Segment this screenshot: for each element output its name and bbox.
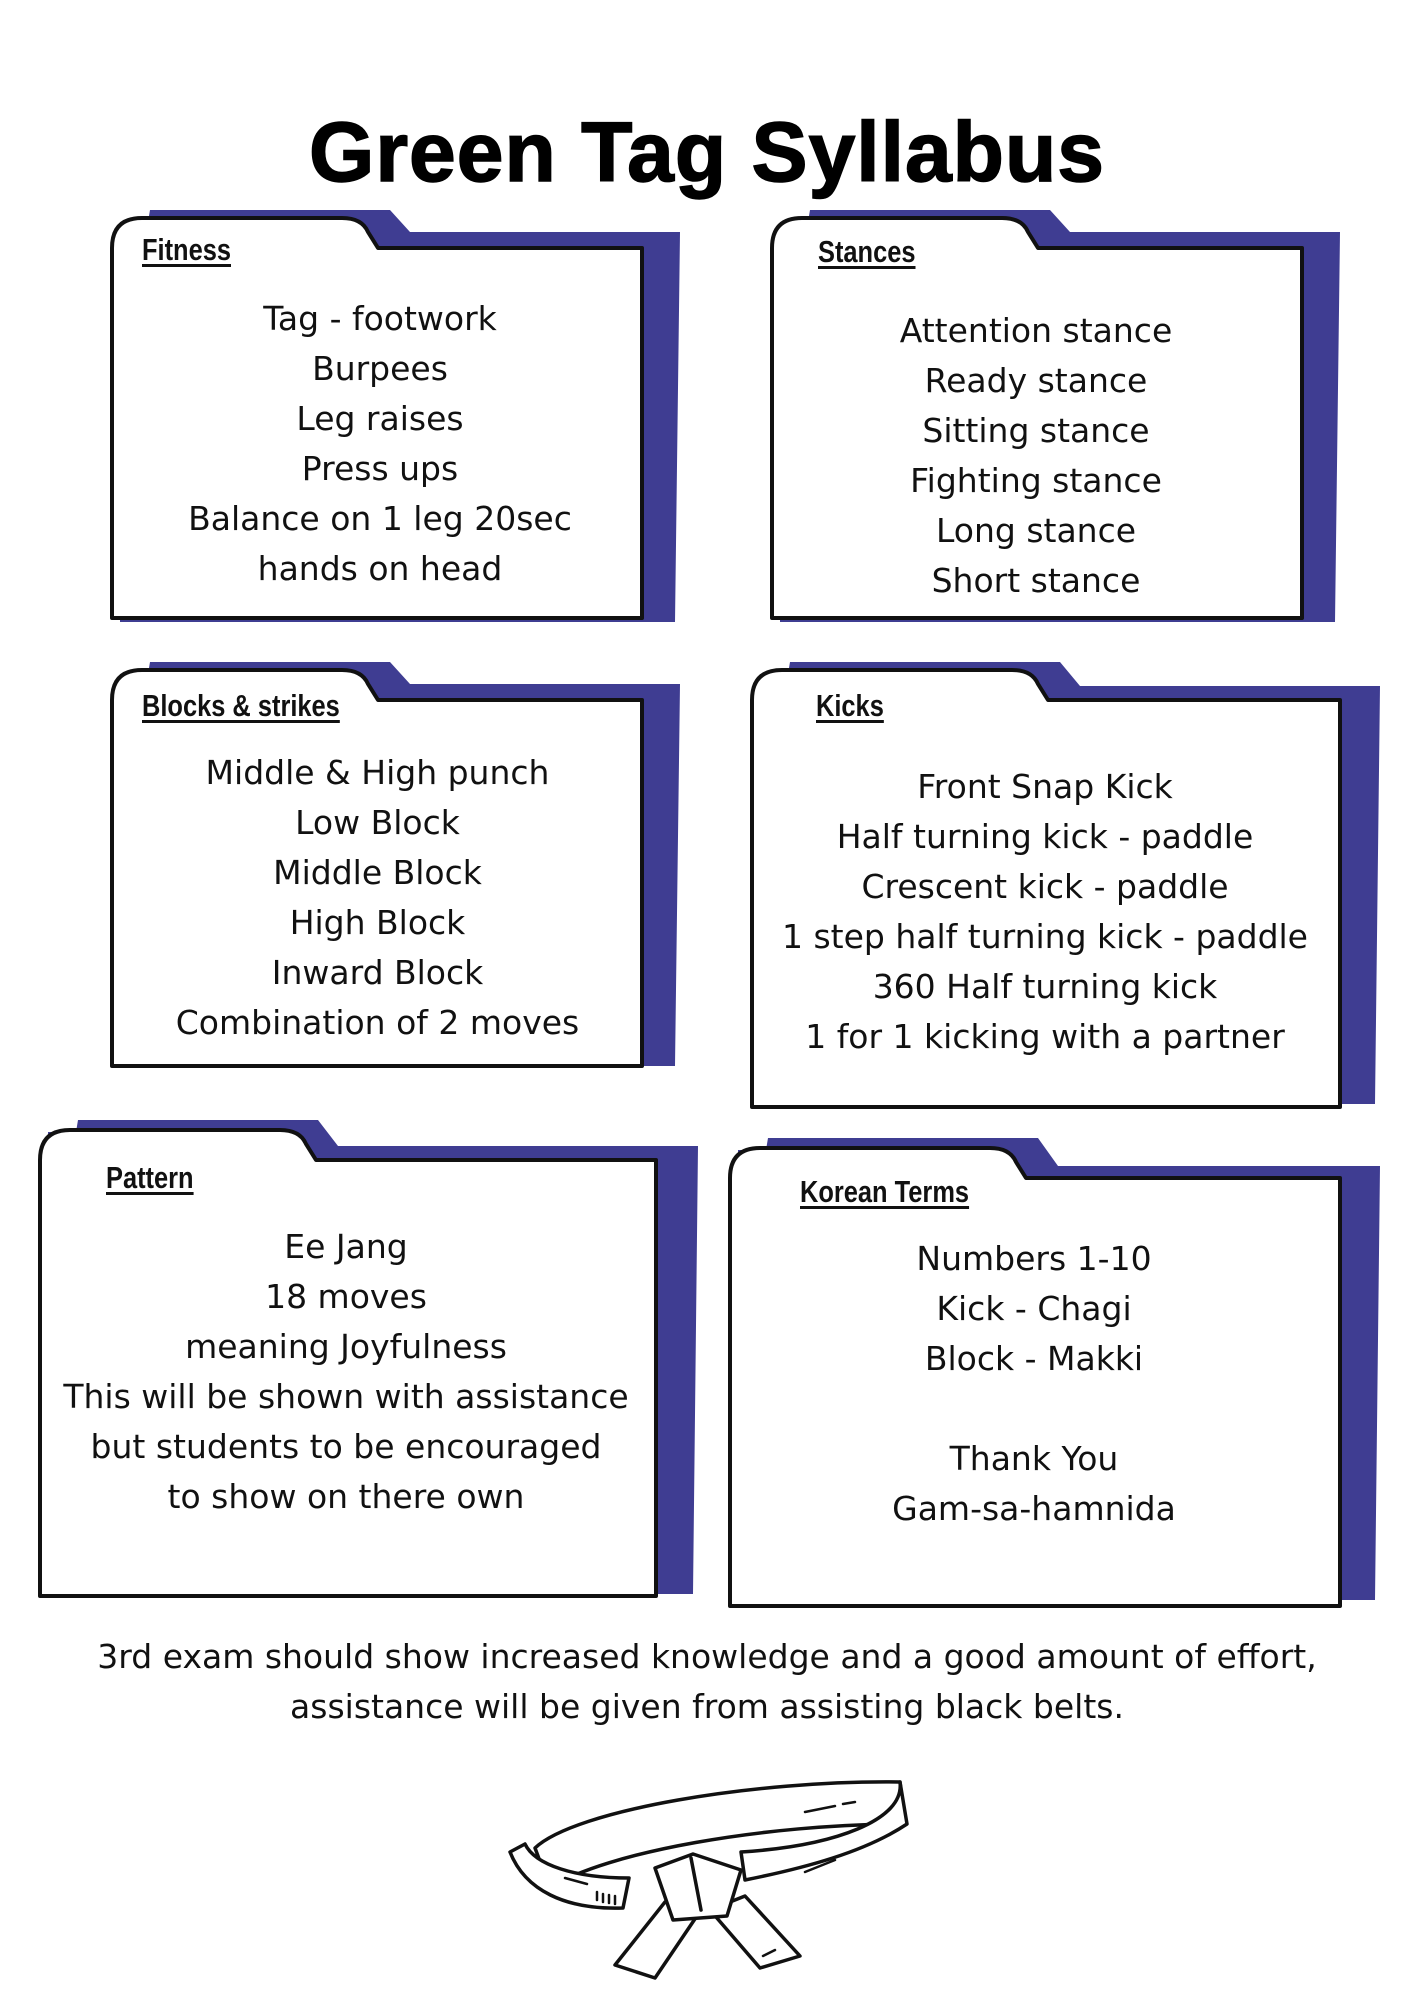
list-item: 360 Half turning kick — [872, 967, 1218, 1006]
footer-note: 3rd exam should show increased knowledge and a good amount of effort, assistance will be given from assisting black belts. — [97, 1637, 1317, 1726]
list-item: Fighting stance — [910, 461, 1162, 500]
section-items — [755, 762, 1335, 1062]
section-label: Kicks — [816, 688, 884, 723]
section-items — [786, 306, 1286, 606]
section-label: Blocks & strikes — [142, 688, 340, 723]
list-item: Middle & High punch — [205, 753, 550, 792]
section-card-fitness — [110, 200, 680, 630]
section-label: Korean Terms — [800, 1174, 970, 1209]
list-item: Numbers 1-10 — [916, 1239, 1152, 1278]
belt-icon — [505, 1760, 925, 1980]
list-item: Leg raises — [296, 399, 464, 438]
list-item: Sitting stance — [922, 411, 1150, 450]
section-card-korean-terms — [728, 1130, 1380, 1610]
section-items — [110, 748, 645, 1048]
list-item — [730, 1384, 1338, 1434]
list-item: but students to be encouraged — [90, 1427, 602, 1466]
list-item: to show on there own — [167, 1477, 525, 1516]
list-item: High Block — [289, 903, 466, 942]
list-item: Burpees — [312, 349, 448, 388]
list-item: Thank You — [949, 1439, 1119, 1478]
list-item: Balance on 1 leg 20sec — [188, 499, 572, 538]
list-item: Half turning kick - paddle — [836, 817, 1254, 856]
list-item: Press ups — [301, 449, 459, 488]
list-item: 18 moves — [265, 1277, 427, 1316]
list-item: Ready stance — [924, 361, 1148, 400]
list-item: Short stance — [931, 561, 1141, 600]
section-card-blocks-strikes — [110, 652, 680, 1072]
section-label: Pattern — [106, 1160, 194, 1195]
list-item: Attention stance — [899, 311, 1173, 350]
list-item: Tag - footwork — [263, 299, 497, 338]
list-item: Kick - Chagi — [936, 1289, 1132, 1328]
section-card-kicks — [750, 652, 1380, 1112]
list-item: Front Snap Kick — [917, 767, 1173, 806]
list-item: meaning Joyfulness — [185, 1327, 507, 1366]
list-item: Ee Jang — [284, 1227, 408, 1266]
section-items — [130, 294, 630, 594]
section-label: Stances — [818, 234, 916, 269]
list-item: 1 step half turning kick - paddle — [781, 917, 1308, 956]
list-item: 1 for 1 kicking with a partner — [805, 1017, 1285, 1056]
section-label: Fitness — [142, 232, 231, 267]
list-item: hands on head — [257, 549, 503, 588]
list-item: Block - Makki — [924, 1339, 1144, 1378]
section-items — [730, 1234, 1338, 1534]
list-item: Gam-sa-hamnida — [892, 1489, 1176, 1528]
section-card-stances — [770, 200, 1340, 630]
page-title: Green Tag Syllabus — [308, 105, 1106, 200]
list-item: Combination of 2 moves — [175, 1003, 580, 1042]
list-item: Inward Block — [271, 953, 484, 992]
list-item: Low Block — [295, 803, 460, 842]
section-card-pattern — [38, 1112, 698, 1602]
list-item: Long stance — [935, 511, 1137, 550]
list-item: Crescent kick - paddle — [861, 867, 1229, 906]
list-item: Middle Block — [273, 853, 482, 892]
section-items — [40, 1222, 652, 1522]
list-item: This will be shown with assistance — [63, 1377, 629, 1416]
